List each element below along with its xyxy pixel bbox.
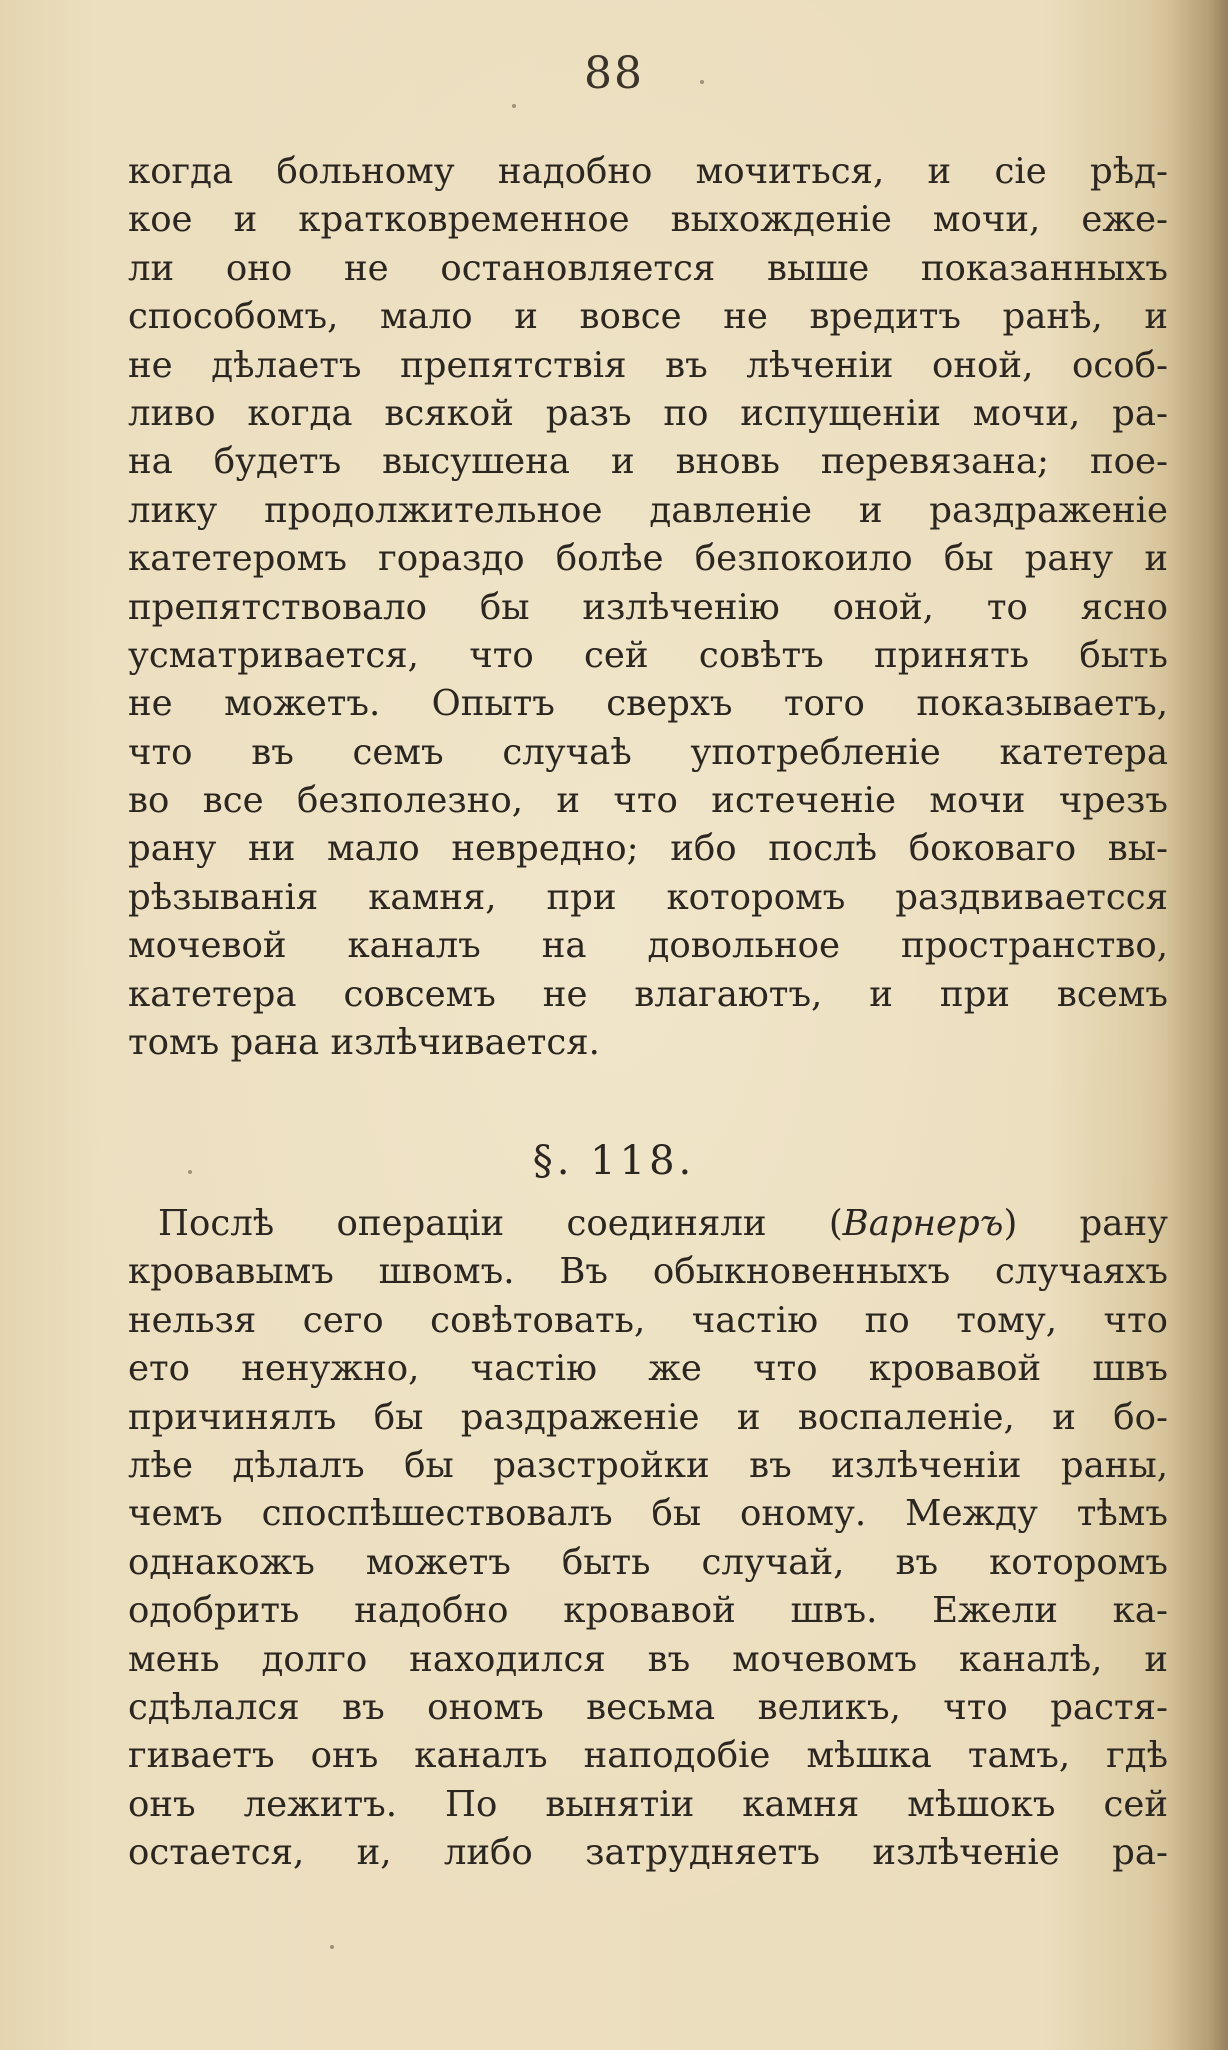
- text-line: не дѣлаетъ препятствія въ лѣченіи оной, особ-: [128, 344, 1168, 386]
- text-line: кое и кратковременное выхожденіе мочи, еже-: [128, 199, 1168, 241]
- text-line: лику продолжительное давленіе и раздраженіе: [128, 489, 1168, 531]
- text-line: катетера совсемъ не влагаютъ, и при всемъ: [128, 973, 1168, 1015]
- text-line: во все безполезно, и что истеченіе мочи чрезъ: [128, 780, 1168, 822]
- text-line: что въ семъ случаѣ употребленіе катетера: [128, 731, 1168, 773]
- text-line: нельзя сего совѣтовать, частію по тому, что: [128, 1299, 1168, 1341]
- text-line: не можетъ. Опытъ сверхъ того показываетъ,: [128, 683, 1168, 725]
- text-line: катетеромъ гораздо болѣе безпокоило бы рану и: [128, 538, 1168, 580]
- text-line: препятствовало бы излѣченію оной, то ясно: [128, 586, 1168, 628]
- text-line: рану ни мало невредно; ибо послѣ боковаго вы-: [128, 828, 1168, 870]
- page-edge-shadow: [1168, 0, 1228, 2050]
- text-line: однакожъ можетъ быть случай, въ которомъ: [128, 1541, 1168, 1583]
- text-line: мень долго находился въ мочевомъ каналѣ, и: [128, 1638, 1168, 1680]
- text-line: сдѣлался въ ономъ весьма великъ, что растя-: [128, 1686, 1168, 1728]
- text-line: мочевой каналъ на довольное пространство,: [128, 925, 1168, 967]
- text-line: причинялъ бы раздраженіе и воспаленіе, и бо-: [128, 1396, 1168, 1438]
- ink-speck: [330, 1945, 334, 1949]
- text-line: чемъ споспѣшествовалъ бы оному. Между тѣмъ: [128, 1493, 1168, 1535]
- text-line: рѣзыванія камня, при которомъ раздвиваетсся: [128, 876, 1168, 918]
- paragraph-2: [128, 1200, 1168, 1877]
- section-heading: §. 118.: [532, 1138, 696, 1184]
- text-line-first: [128, 1200, 1168, 1248]
- text-line: способомъ, мало и вовсе не вредитъ ранѣ, и: [128, 296, 1168, 338]
- text-fragment: Послѣ операціи соединяли (: [158, 1203, 843, 1244]
- text-line: на будетъ высушена и вновь перевязана; пое-: [128, 441, 1168, 483]
- text-line: кровавымъ швомъ. Въ обыкновенныхъ случаяхъ: [128, 1251, 1168, 1293]
- text-line: ето ненужно, частію же что кровавой швъ: [128, 1348, 1168, 1390]
- author-name-italic: Варнеръ: [842, 1203, 1004, 1244]
- paragraph-1: [128, 148, 1168, 1067]
- text-line: томъ рана излѣчивается.: [128, 1022, 600, 1064]
- ink-speck: [512, 104, 516, 108]
- text-line: онъ лежитъ. По вынятіи камня мѣшокъ сей: [128, 1783, 1168, 1825]
- text-line: ли оно не остановляется выше показанныхъ: [128, 247, 1168, 289]
- text-line: усматривается, что сей совѣтъ принять быть: [128, 634, 1168, 676]
- text-line: когда больному надобно мочиться, и сіе рѣд-: [128, 151, 1168, 192]
- text-line: ливо когда всякой разъ по испущеніи мочи, ра-: [128, 392, 1168, 434]
- text-fragment: ) рану: [1003, 1203, 1168, 1244]
- page-number: 88: [584, 48, 644, 99]
- text-line: гиваетъ онъ каналъ наподобіе мѣшка тамъ, гдѣ: [128, 1735, 1168, 1777]
- text-line: остается, и, либо затрудняетъ излѣченіе ра-: [128, 1832, 1168, 1874]
- text-line: одобрить надобно кровавой швъ. Ежели ка-: [128, 1590, 1168, 1632]
- text-line: лѣе дѣлалъ бы разстройки въ излѣченіи раны,: [128, 1444, 1168, 1486]
